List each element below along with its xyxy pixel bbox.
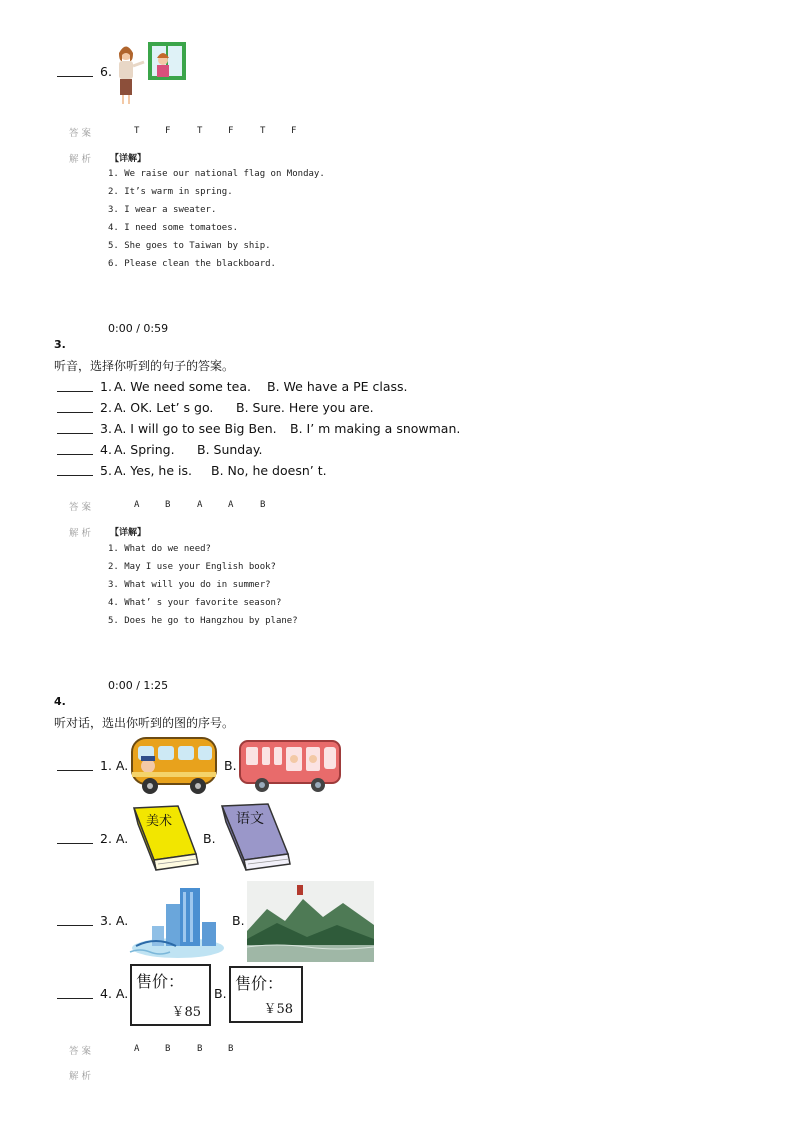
price-tag-b (229, 966, 303, 1023)
answer-blank-q3-3[interactable] (57, 433, 93, 434)
answer-blank-q4-3[interactable] (57, 925, 93, 926)
price-value: ￥58 (263, 1002, 293, 1017)
book-title: 美术 (146, 814, 173, 829)
detail-heading: 【详解】 (110, 154, 147, 164)
price-tag-a (130, 964, 211, 1026)
answer-label: 答案 (69, 128, 95, 139)
book-title: 语文 (236, 811, 264, 827)
answer-value: T (134, 126, 140, 136)
answer-label: 答案 (69, 502, 95, 513)
item-number: 4. (100, 442, 112, 457)
answer-blank-q2-6[interactable] (57, 76, 93, 77)
answer-value: B (165, 500, 171, 510)
option-b-label: B. (214, 986, 227, 1001)
detail-line: 4. I need some tomatoes. (108, 223, 239, 233)
question-number: 3. (54, 338, 66, 351)
detail-line: 5. She goes to Taiwan by ship. (108, 241, 271, 251)
answer-blank-q4-4[interactable] (57, 998, 93, 999)
answer-blank-q4-2[interactable] (57, 843, 93, 844)
detail-line: 1. What do we need? (108, 544, 211, 554)
option-b: B. I’ m making a snowman. (290, 421, 461, 436)
option-a: A. OK. Let’ s go. (114, 400, 214, 415)
answer-value: A (228, 500, 234, 510)
school-bus-icon (128, 732, 220, 798)
answer-value: B (197, 1044, 203, 1054)
answer-blank-q3-1[interactable] (57, 391, 93, 392)
city-bus-icon (238, 737, 344, 797)
option-a: A. We need some tea. (114, 379, 252, 394)
analysis-label: 解析 (69, 1071, 95, 1082)
detail-line: 1. We raise our national flag on Monday. (108, 169, 325, 179)
answer-value: A (134, 500, 140, 510)
detail-line: 2. May I use your English book? (108, 562, 276, 572)
option-b: B. No, he doesn’ t. (211, 463, 327, 478)
detail-line: 5. Does he go to Hangzhou by plane? (108, 616, 298, 626)
analysis-label: 解析 (69, 154, 95, 165)
answer-blank-q4-1[interactable] (57, 770, 93, 771)
price-label: 售价： (235, 974, 284, 993)
answer-label: 答案 (69, 1046, 95, 1057)
item-number: 5. (100, 463, 112, 478)
answer-value: F (165, 126, 171, 136)
detail-line: 2. It’s warm in spring. (108, 187, 233, 197)
answer-value: B (260, 500, 266, 510)
item-number: 2. (100, 400, 112, 415)
detail-line: 4. What’ s your favorite season? (108, 598, 282, 608)
item-number: 1. (100, 379, 112, 394)
teacher-at-window-icon (108, 38, 192, 108)
answer-value: F (228, 126, 234, 136)
option-a: A. Yes, he is. (114, 463, 192, 478)
option-b-label: B. (224, 758, 237, 773)
item-number: 1. A. (100, 758, 129, 773)
price-value: ￥85 (171, 1005, 201, 1020)
mountain-landscape-icon (247, 881, 374, 962)
answer-value: A (197, 500, 203, 510)
answer-value: F (291, 126, 297, 136)
answer-value: T (197, 126, 203, 136)
city-skyline-icon (128, 882, 228, 962)
answer-value: T (260, 126, 266, 136)
answer-blank-q3-5[interactable] (57, 475, 93, 476)
item-number: 3. (100, 421, 112, 436)
audio-player-time[interactable]: 0:00 / 0:59 (108, 322, 169, 335)
item-number: 4. A. (100, 986, 129, 1001)
option-a: A. Spring. (114, 442, 175, 457)
question-instruction: 听音，选择你听到的句子的答案。 (54, 359, 235, 373)
audio-player-time[interactable]: 0:00 / 1:25 (108, 679, 169, 692)
option-b-label: B. (232, 913, 245, 928)
option-b-label: B. (203, 831, 216, 846)
item-number: 6. (100, 64, 112, 79)
answer-value: B (165, 1044, 171, 1054)
option-b: B. Sure. Here you are. (236, 400, 374, 415)
answer-blank-q3-4[interactable] (57, 454, 93, 455)
answer-value: A (134, 1044, 140, 1054)
price-label: 售价： (136, 972, 185, 991)
option-a: A. I will go to see Big Ben. (114, 421, 277, 436)
analysis-label: 解析 (69, 528, 95, 539)
answer-blank-q3-2[interactable] (57, 412, 93, 413)
question-instruction: 听对话，选出你听到的图的序号。 (54, 716, 235, 730)
item-number: 2. A. (100, 831, 129, 846)
detail-line: 3. What will you do in summer? (108, 580, 271, 590)
question-number: 4. (54, 695, 66, 708)
option-b: B. We have a PE class. (267, 379, 408, 394)
answer-value: B (228, 1044, 234, 1054)
item-number: 3. A. (100, 913, 129, 928)
option-b: B. Sunday. (197, 442, 263, 457)
detail-line: 3. I wear a sweater. (108, 205, 217, 215)
detail-line: 6. Please clean the blackboard. (108, 259, 276, 269)
detail-heading: 【详解】 (110, 528, 147, 538)
